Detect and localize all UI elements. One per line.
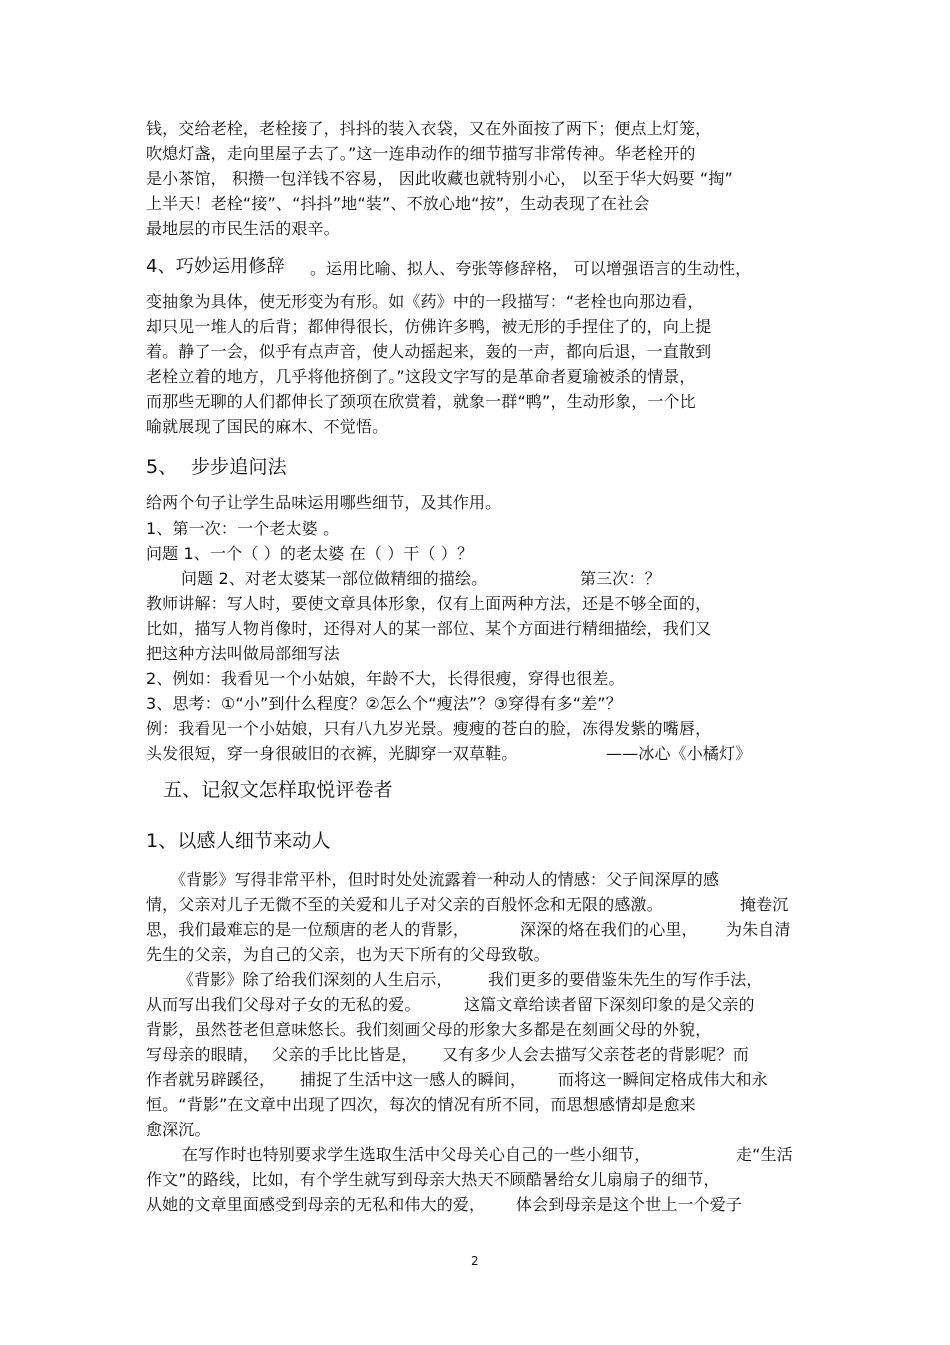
page-number: 2 xyxy=(471,1254,479,1268)
section-heading-number: 5、 xyxy=(146,456,178,478)
paragraph-line: 先生的父亲，为自己的父亲，也为天下所有的父母致敬。 xyxy=(146,945,550,964)
paragraph-line: 背影，虽然苍老但意味悠长。我们刻画父母的形象大多都是在刻画父母的外貌， xyxy=(146,1020,712,1039)
section-heading: 4、巧妙运用修辞 xyxy=(146,256,285,277)
paragraph-line: 《背影》除了给我们深刻的人生启示， xyxy=(178,970,453,989)
paragraph-line: 而那些无聊的人们都伸长了颈项在欣赏着，就象一群“鸭”，生动形象，一个比 xyxy=(146,392,696,411)
paragraph-line: 父亲的手比比皆是， xyxy=(272,1045,418,1064)
paragraph-line: 头发很短，穿一身很破旧的衣裤，光脚穿一双草鞋。 xyxy=(146,744,518,763)
paragraph-line: 着。静了一会，似乎有点声音，使人动摇起来，轰的一声，都向后退，一直散到 xyxy=(146,342,712,361)
paragraph-line: 教师讲解：写人时，要使文章具体形象，仅有上面两种方法，还是不够全面的， xyxy=(146,594,712,613)
paragraph-line: 3、思考：①“小”到什么程度？②怎么个“瘦法”？③穿得有多“差”？ xyxy=(146,694,622,713)
paragraph-line: 却只见一堆人的后背；都伸得很长，仿佛许多鸭，被无形的手捏住了的，向上提 xyxy=(146,317,712,336)
citation: ——冰心《小橘灯》 xyxy=(606,744,752,763)
paragraph-line: 作文”的路线，比如，有个学生就写到母亲大热天不顾酷暑给女儿扇扇子的细节， xyxy=(146,1170,720,1189)
paragraph-line: 最地层的市民生活的艰辛。 xyxy=(146,219,340,238)
paragraph-line: 变抽象为具体，使无形变为有形。如《药》中的一段描写：“老栓也向那边看， xyxy=(146,292,704,311)
paragraph-line: 写母亲的眼睛， xyxy=(146,1045,260,1064)
paragraph-line: 比如，描写人物肖像时，还得对人的某一部位、某个方面进行精细描绘，我们又 xyxy=(146,619,712,638)
paragraph-line: 从她的文章里面感受到母亲的无私和伟大的爱， xyxy=(146,1195,486,1214)
paragraph-line: 把这种方法叫做局部细写法 xyxy=(146,644,340,663)
paragraph-line: 深深的烙在我们的心里， xyxy=(520,920,698,939)
paragraph-line: 走“生活 xyxy=(736,1145,793,1164)
paragraph-line: 又有多少人会去描写父亲苍老的背影呢？而 xyxy=(442,1045,749,1064)
paragraph-line: 我们更多的要借鉴朱先生的写作手法， xyxy=(488,970,763,989)
paragraph-line: 1、第一次：一个老太婆 。 xyxy=(146,519,340,538)
paragraph-line: 吹熄灯盏，走向里屋子去了。”这一连串动作的细节描写非常传神。华老栓开的 xyxy=(146,144,696,163)
paragraph-line: 问题 2、对老太婆某一部位做精细的描绘。 xyxy=(181,569,488,588)
paragraph-line: 这篇文章给读者留下深刻印象的是父亲的 xyxy=(464,995,755,1014)
paragraph-line: 从而写出我们父母对子女的无私的爱。 xyxy=(146,995,421,1014)
paragraph-line: 掩卷沉 xyxy=(740,895,789,914)
paragraph-line: 愈深沉。 xyxy=(146,1120,211,1139)
paragraph-line: 体会到母亲是这个世上一个爱子 xyxy=(516,1195,743,1214)
paragraph-line: 思，我们最难忘的是一位颓唐的老人的背影， xyxy=(146,920,470,939)
paragraph-line: 作者就另辟蹊径， xyxy=(146,1070,276,1089)
paragraph-line: 为朱自清 xyxy=(726,920,791,939)
paragraph-line: 问题 1、一个（ ）的老太婆 在（ ）干（ ）？ xyxy=(146,544,474,563)
paragraph-line: 喻就展现了国民的麻木、不觉悟。 xyxy=(146,417,389,436)
paragraph-line: 而将这一瞬间定格成伟大和永 xyxy=(558,1070,768,1089)
paragraph-line: 捕捉了生活中这一感人的瞬间， xyxy=(300,1070,527,1089)
paragraph-line: 恒。“背影”在文章中出现了四次，每次的情况有所不同，而思想感情却是愈来 xyxy=(146,1095,696,1114)
subsection-title: 1、以感人细节来动人 xyxy=(146,830,331,852)
paragraph-line: 例：我看见一个小姑娘，只有八九岁光景。瘦瘦的苍白的脸，冻得发紫的嘴唇， xyxy=(146,719,712,738)
paragraph-line: 2、例如：我看见一个小姑娘，年龄不大，长得很瘦，穿得也很差。 xyxy=(146,669,625,688)
paragraph-line: 老栓立着的地方，几乎将他挤倒了。”这段文字写的是革命者夏瑜被杀的情景， xyxy=(146,367,696,386)
paragraph-line: 《背影》写得非常平朴，但时时处处流露着一种动人的情感：父子间深厚的感 xyxy=(170,870,720,889)
paragraph-line: 是小茶馆， 积攒一包洋钱不容易， 因此收藏也就特别小心， 以至于华大妈要 “掏” xyxy=(146,169,733,188)
paragraph-line: 情，父亲对儿子无微不至的关爱和儿子对父亲的百般怀念和无限的感激。 xyxy=(146,895,663,914)
paragraph-line: 第三次：？ xyxy=(580,569,661,588)
paragraph-line: 。运用比喻、拟人、夸张等修辞格， 可以增强语言的生动性， xyxy=(310,259,752,278)
paragraph-line: 给两个句子让学生品味运用哪些细节，及其作用。 xyxy=(146,493,502,512)
section-heading: 步步追问法 xyxy=(191,456,287,478)
paragraph-line: 钱，交给老栓，老栓接了，抖抖的装入衣袋，又在外面按了两下；便点上灯笼， xyxy=(146,119,712,138)
paragraph-line: 上半天！老栓“接”、“抖抖”地“装”、不放心地“按”，生动表现了在社会 xyxy=(146,194,650,213)
paragraph-line: 在写作时也特别要求学生选取生活中父母关心自己的一些小细节， xyxy=(182,1145,651,1164)
section-title: 五、记叙文怎样取悦评卷者 xyxy=(163,779,393,801)
